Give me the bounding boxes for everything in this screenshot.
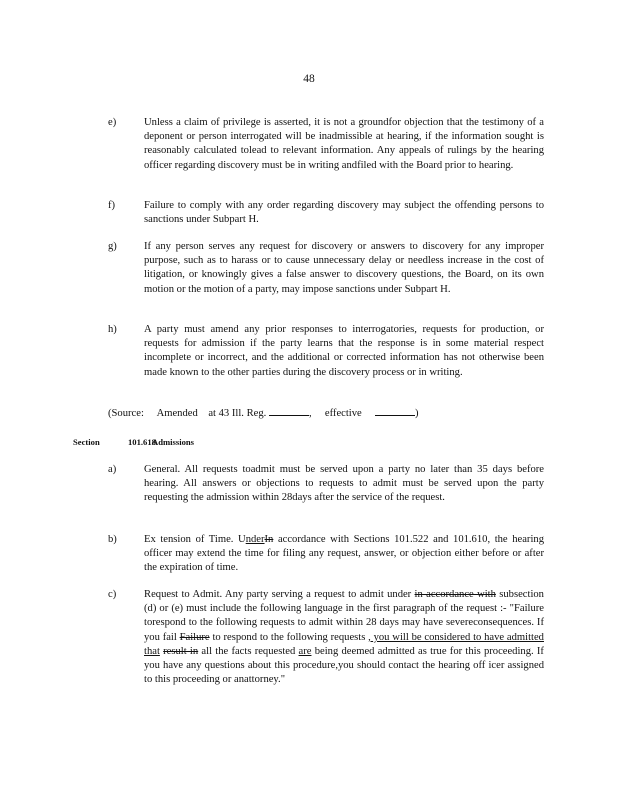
source-prefix: (Source: (108, 408, 144, 419)
paragraph-label: h) (108, 324, 117, 335)
deleted-text: in accordance with (414, 589, 496, 600)
source-note (108, 406, 419, 421)
section-title: Admissions (152, 437, 195, 447)
paragraph-text: Request to Admit. Any party serving a request to admit under in accordance with subsection (d) or (e) must include the following language in the first paragraph of the request :- "Failure torespond to the following requests to admit within 28 days may have severeconsequences. If you fail Failure to respond to the following requests , you will be considered to have admitted that result in all the facts requested are being deemed admitted as true for this proceeding. If you have any questions about this procedure,you should contact the hearing off icer assigned to this proceeding or anattorney." (144, 589, 544, 686)
paragraph-a (108, 463, 544, 521)
paragraph-label: b) (108, 534, 117, 545)
paragraph-f (108, 199, 544, 229)
paragraph-label: a) (108, 464, 117, 475)
paragraph-e (108, 116, 544, 188)
paragraph-label: c) (108, 589, 117, 600)
paragraph-text: If any person serves any request for discovery or answers to discovery for any improper purpose, such as to harass or to cause unnecessary delay or needless increase in the cost of litigation, or knowingly gives a false answer to discovery questions, the Board, on its own motion or the motion of a party, may impose sanctions under Subpart H. (144, 241, 544, 295)
deleted-text: Failure (179, 631, 210, 643)
section-word: Section (73, 437, 100, 447)
paragraph-text: Ex tension of Time. UnderIn accordance with Sections 101.522 and 101.610, the hearing officer may extend the time for filing any request, answer, or objection either before or after the expiration of time. (144, 534, 544, 574)
effective-blank (375, 406, 415, 416)
paragraph-text: A party must amend any prior responses to interrogatories, requests for production, or requests for admission if the party learns that the response is in some material respect incomplete or incorrect, and the additional or corrected information has not otherwise been made known to the other parties during the discovery process or in writing. (144, 324, 544, 378)
source-amended: Amended (156, 408, 198, 419)
register-blank (269, 406, 309, 416)
paragraph-g (108, 240, 544, 312)
source-suffix: ) (414, 408, 419, 419)
paragraph-text: Failure to comply with any order regarding discovery may subject the offending persons to sanctions under Subpart H. (144, 200, 544, 226)
paragraph-label: f) (108, 200, 116, 211)
paragraph-text: General. All requests toadmit must be served upon a party no later than 35 days before hearing. All answers or objections to requests to admit must be served upon the party requesting the admission within 28days after the service of the request. (144, 464, 544, 504)
inserted-text: , you will be considered to have admitted that (144, 631, 544, 657)
paragraph-text: Unless a claim of privilege is asserted, it is not a groundfor objection that the testimony of a deponent or person interrogated will be inadmissible at hearing, if the information sought is reasonably calculated tolead to relevant information. Any appeals of rulings by the hearing officer regarding discovery must be in writing andfiled with the Board prior to hearing. (144, 117, 544, 171)
source-register: at 43 Ill. Reg. (208, 408, 267, 419)
inserted-text: nder (245, 534, 265, 545)
deleted-text: result in (163, 645, 199, 657)
source-effective: effective (324, 408, 362, 419)
paragraph-label: e) (108, 117, 117, 128)
deleted-text: In (264, 534, 274, 545)
section-heading (73, 437, 194, 448)
page-number: 48 (303, 73, 315, 85)
paragraph-c (108, 588, 544, 702)
inserted-text: are (298, 645, 312, 657)
paragraph-b (108, 533, 544, 577)
paragraph-h (108, 323, 544, 395)
paragraph-label: g) (108, 241, 117, 252)
section-number: 101.618 (128, 437, 156, 447)
source-comma: , (308, 408, 312, 419)
